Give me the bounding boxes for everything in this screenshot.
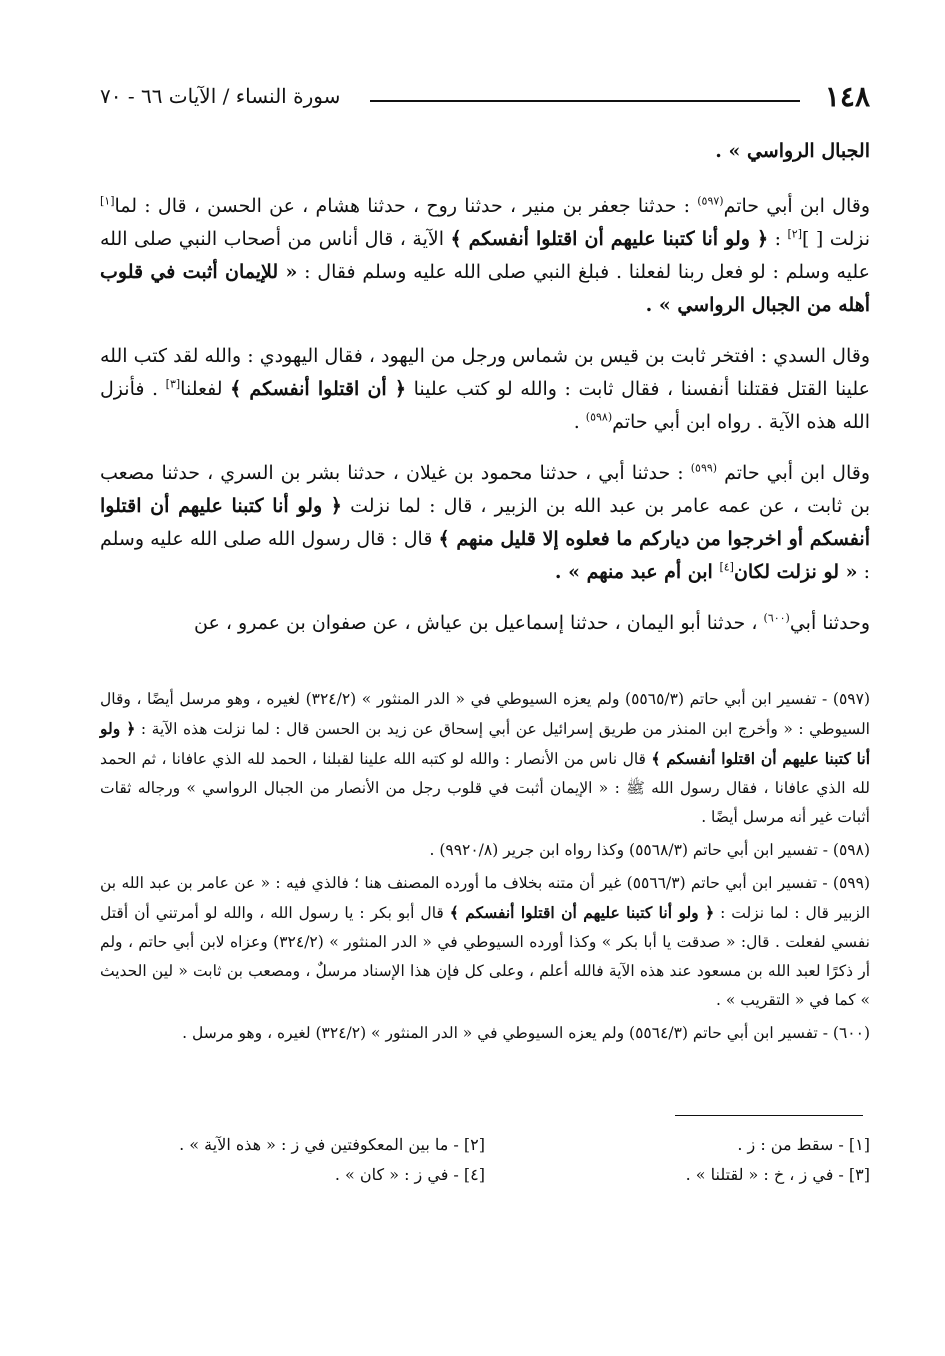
variant-ref-4: [٤] [719,560,734,574]
hadith-quote: « للإيمان أثبت في قلوب أهله من الجبال الرواسي » . [100,261,870,316]
variant-note-3: [٣] - في ز ، خ : « لقتلنا » . [685,1165,870,1184]
footnote-ref-598: (٥٩٨) [585,410,613,424]
variant-notes-rule [675,1115,863,1116]
paragraph-3: وقال ابن أبي حاتم $^{(٥٩٩)}$ : حدثنا أبي ، حدثنا محمود بن غيلان ، حدثنا بشر بن السري ، حدثنا مصعب بن ثابت ، عن عمه عامر بن عبد الله بن الزبير ، قال : لما نزلت ﴿ ولو أنا كتبنا عليهم أن اقتلوا أنفسكم أو اخرجوا من دياركم ما فعلوه إلا قليل منهم ﴾ قال : قال رسول الله صلى الله عليه وسلم : « لو نزلت لكان[٤] ابن أم عبد منهم » . [100,461,871,583]
footnote-ref-600: (٦٠٠) [763,611,790,625]
footnote-598: (٥٩٨) - تفسير ابن أبي حاتم (٥٥٦٨/٣) وكذا رواه ابن جرير (٩٩٢٠/٨) . [429,841,870,859]
page-header [100,80,870,120]
footnote-599: (٥٩٩) - تفسير ابن أبي حاتم (٥٥٦٦/٣) غير أن متنه بخلاف ما أورده المصنف هنا ؛ فالذي فيه : « عن عامر بن عبد الله بن الزبير قال : لما نزلت : ﴿ ولو أنا كتبنا عليهم أن اقتلوا أنفسكم ﴾ قال أبو بكر : يا رسول الله ، والله لو أمرتني أن أقتل نفسي لفعلت . قال: « صدقت يا أبا بكر » وكذا أورده السيوطي في « الدر المنثور » (٣٢٤/٢) وعزاه لابن أبي حاتم ، ولم أر ذكرًا لعبد الله بن مسعود عند هذه الآية فالله أعلم ، وعلى كل فإن هذا الإسناد مرسلٌ ، ومصعب بن ثابت « لين الحديث » كما في « التقريب » . [100,874,871,1009]
footnote-ref-599: (٥٩٩) [690,461,718,475]
variant-ref-3: [٣] [165,377,181,391]
footnote-600: (٦٠٠) - تفسير ابن أبي حاتم (٥٥٦٤/٣) ولم يعزه السيوطي في « الدر المنثور » (٣٢٤/٢) لغيره ، وهو مرسل . [182,1024,870,1042]
variant-notes [100,1130,870,1190]
quran-quote: ﴿ ولو أنا كتبنا عليهم أن اقتلوا أنفسكم ﴾ [450,228,769,250]
quran-quote: ﴿ ولو أنا كتبنا عليهم أن اقتلوا أنفسكم أو اخرجوا من دياركم ما فعلوه إلا قليل منهم ﴾ [100,495,870,550]
paragraph-1: وقال ابن أبي حاتم$^{(٥٩٧)}$ : حدثنا جعفر بن منير ، حدثنا روح ، حدثنا هشام ، عن الحسن ، قال : لما[١] نزلت [ ][٢] : ﴿ ولو أنا كتبنا عليهم أن اقتلوا أنفسكم ﴾ الآية ، قال أناس من أصحاب النبي صلى الله عليه وسلم : لو فعل ربنا لفعلنا . فبلغ النبي صلى الله عليه وسلم فقال : « للإيمان أثبت في قلوب أهله من الجبال الرواسي » . [100,194,871,316]
quran-quote: ﴿ ولو أنا كتبنا عليهم أن اقتلوا أنفسكم ﴾ [449,903,715,922]
footnote-ref-597: (٥٩٧) [697,194,724,208]
quran-quote: ﴿ أن اقتلوا أنفسكم ﴾ [230,378,406,400]
paragraph-continuation: الجبال الرواسي » . [715,140,870,162]
variant-note-1: [١] - سقط من : ز . [737,1135,870,1154]
paragraph-2: وقال السدي : افتخر ثابت بن قيس بن شماس ورجل من اليهود ، فقال اليهودي : والله لقد كتب الله علينا القتل فقتلنا أنفسنا ، فقال ثابت : والله لو كتب علينا ﴿ أن اقتلوا أنفسكم ﴾ لفعلنا[٣] . فأنزل الله هذه الآية . رواه ابن أبي حاتم$^{(٥٩٨)}$ . [100,345,870,433]
paragraph-4: وحدثنا أبي$^{(٦٠٠)}$ ، حدثنا أبو اليمان ، حدثنا إسماعيل بن عياش ، عن صفوان بن عمرو ، عن [194,611,870,634]
variant-note-2: [٢] - ما بين المعكوفتين في ز : « هذه الآية » . [179,1135,485,1154]
quran-quote: ﴿ ولو أنا كتبنا عليهم أن اقتلوا أنفسكم ﴾ [100,719,870,768]
footnote-597: (٥٩٧) - تفسير ابن أبي حاتم (٥٥٦٥/٣) ولم يعزه السيوطي في « الدر المنثور » (٣٢٤/٢) لغيره ، وهو مرسل أيضًا ، وقال السيوطي : « وأخرج ابن المنذر من طريق إسرائيل عن أبي إسحاق عن زيد بن الحسن قال : لما نزلت هذه الآية : ﴿ ولو أنا كتبنا عليهم أن اقتلوا أنفسكم ﴾ قال ناس من الأنصار : والله لو كتبه الله علينا لقبلنا ، الحمد لله الذي عافانا ، ثم الحمد لله الذي عافانا ، فقال رسول الله ﷺ : « الإيمان أثبت في قلوب رجل من الأنصار من الجبال الرواسي » ورجاله ثقات أثبات غير أنه مرسل أيضًا . [100,690,870,826]
variant-ref-1: [١] [100,194,115,208]
header-rule [370,100,800,102]
page-number: ١٤٨ [824,80,870,113]
variant-notes-row [100,1160,870,1190]
main-text [100,135,870,658]
hadith-quote: « لو نزلت لكان [733,561,858,583]
variant-notes-row [100,1130,870,1160]
variant-note-4: [٤] - في ز : « كان » . [334,1165,485,1184]
variant-ref-2: [٢] [787,227,802,241]
footnotes [100,685,870,1052]
surah-title: سورة النساء / الآيات ٦٦ - ٧٠ [100,84,341,108]
